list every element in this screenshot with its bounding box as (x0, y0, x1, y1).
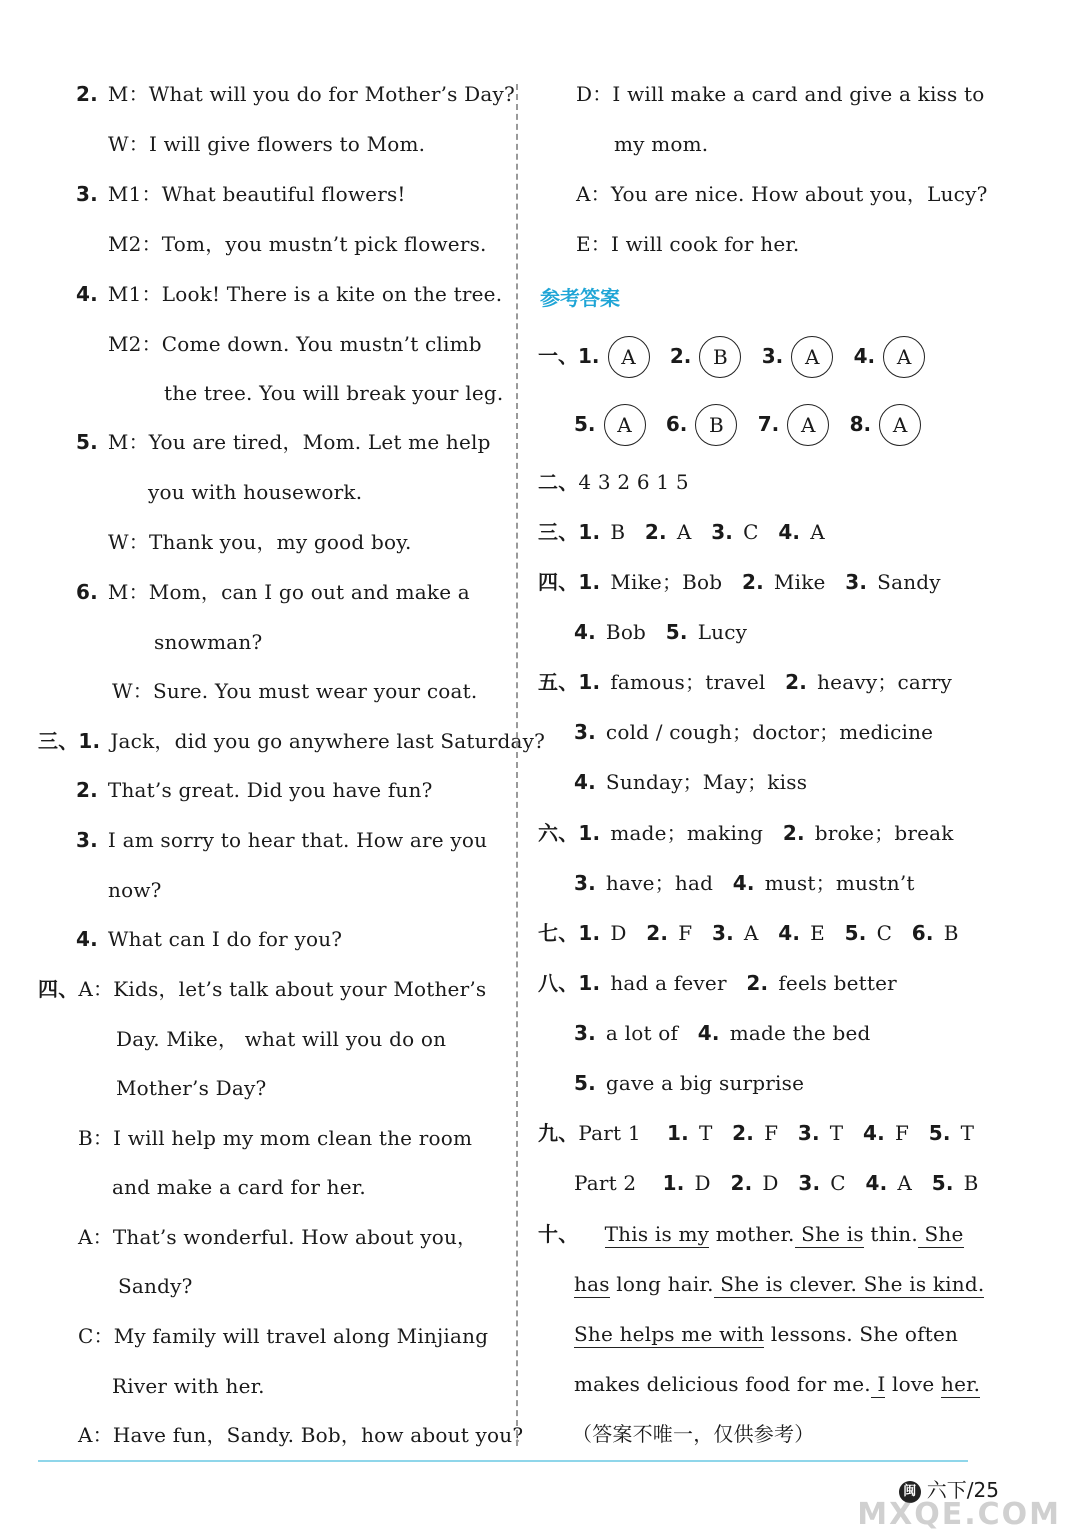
answer: B (943, 921, 959, 945)
item-number: 1. (578, 971, 601, 995)
item-number: 3. (574, 1021, 596, 1045)
dialogue-2-m (76, 80, 515, 108)
line-text: M1：Look! There is a kite on the tree. (107, 282, 503, 306)
section-4-answers-row-1 (538, 568, 941, 596)
answer: a lot of (605, 1021, 679, 1045)
part-label: Part 2 (574, 1171, 637, 1195)
underlined-words: I (870, 1372, 886, 1396)
section-10-writing-2 (574, 1270, 984, 1298)
section-label: 二、 (538, 470, 579, 494)
section-10-writing-3 (574, 1320, 958, 1348)
section-4-e: E：I will cook for her. (576, 232, 800, 256)
item-number: 5. (574, 411, 596, 436)
circled-answer: A (787, 404, 829, 446)
item-number: 3. (845, 570, 868, 594)
item-number: 3. (76, 828, 98, 852)
item-number: 3. (574, 720, 596, 744)
answer: B (963, 1171, 979, 1195)
underlined-words: She is clever. (713, 1272, 858, 1296)
item-number: 1. (578, 670, 601, 694)
item-number: 1. (578, 520, 601, 544)
section-4-b1-cont: and make a card for her. (112, 1175, 366, 1199)
writing-text: makes delicious food for me. (574, 1372, 871, 1396)
section-7-answers (538, 919, 959, 947)
answer: A (743, 921, 759, 945)
writing-text: thin. (863, 1222, 918, 1246)
line-text: Jack，did you go anywhere last Saturday? (110, 729, 546, 753)
answer: F (678, 921, 693, 945)
underlined-words: She (917, 1222, 964, 1246)
line-text: What can I do for you? (107, 927, 343, 951)
item-number: 4. (574, 770, 596, 794)
item-number: 3. (798, 1171, 821, 1195)
item-number: 6. (911, 921, 934, 945)
answer: broke；break (814, 821, 954, 845)
section-8-answers-row-2 (574, 1019, 871, 1047)
section-8-answers-row-3 (574, 1069, 804, 1097)
dialogue-6-m-cont: snowman? (154, 630, 263, 654)
column-divider (516, 84, 518, 1446)
item-number: 3. (711, 520, 734, 544)
answer: T (960, 1121, 975, 1145)
answer: cold / cough；doctor；medicine (605, 720, 934, 744)
section-4-a4: A：You are nice. How about you，Lucy? (576, 182, 988, 206)
item-number: 4. (865, 1171, 888, 1195)
line-text: M：You are tired，Mom. Let me help (107, 430, 491, 454)
item-number: 2. (646, 921, 669, 945)
underlined-words: is kind. (902, 1272, 985, 1296)
line-text: M：What will you do for Mother’s Day? (107, 82, 515, 106)
dialogue-6-w: W：Sure. You must wear your coat. (112, 679, 478, 703)
item-number: 4. (732, 871, 755, 895)
dialogue-3-m2: M2：Tom，you mustn’t pick flowers. (108, 232, 487, 256)
answer: famous；travel (610, 670, 766, 694)
section-3-item-3-cont: now? (108, 878, 162, 902)
item-number: 5. (574, 1071, 596, 1095)
section-label: 四、 (38, 977, 79, 1001)
item-number: 2. (746, 971, 769, 995)
circled-answer: A (883, 336, 925, 378)
line-text: M1：What beautiful flowers! (107, 182, 406, 206)
answer: Mike (773, 570, 826, 594)
item-number: 1. (578, 921, 601, 945)
item-number: 7. (757, 411, 780, 436)
item-number: 1. (667, 1121, 689, 1145)
section-4-b1: B：I will help my mom clean the room (78, 1126, 473, 1150)
section-4-c1-cont: River with her. (112, 1374, 265, 1398)
item-number: 4. (574, 620, 596, 644)
section-4-d: D：I will make a card and give a kiss to (576, 82, 985, 106)
answer: F (894, 1121, 910, 1145)
section-8-answers-row-1 (538, 969, 897, 997)
dialogue-4-m2-cont: the tree. You will break your leg. (164, 381, 504, 405)
answer: Mike；Bob (610, 570, 723, 594)
section-9-part-2 (574, 1169, 979, 1197)
dialogue-6-m (76, 578, 470, 606)
section-label: 三、 (538, 520, 579, 544)
section-1-row-1 (538, 336, 939, 378)
section-label: 一、 (538, 343, 578, 368)
line-text: 4 3 2 6 1 5 (578, 470, 689, 494)
dialogue-5-w: W：Thank you，my good boy. (108, 530, 412, 554)
circled-answer: A (604, 404, 646, 446)
item-number: 4. (863, 1121, 885, 1145)
underlined-words: This is my (604, 1222, 710, 1246)
answer: D (762, 1171, 779, 1195)
item-number: 3. (797, 1121, 820, 1145)
item-number: 6. (76, 580, 98, 604)
answer: F (764, 1121, 779, 1145)
item-number: 1. (662, 1171, 685, 1195)
item-number: 3. (761, 343, 784, 368)
section-4-a2-cont: Sandy? (118, 1274, 193, 1298)
section-4-a1-cont2: Mother’s Day? (116, 1076, 267, 1100)
underlined-words: She (857, 1272, 903, 1296)
item-number: 3. (574, 871, 596, 895)
answer-note: （答案不唯一，仅供参考） (572, 1422, 815, 1446)
item-number: 4. (76, 927, 98, 951)
dialogue-3-m1 (76, 180, 406, 208)
item-number: 2. (730, 1171, 753, 1195)
item-number: 5. (928, 1121, 951, 1145)
section-4-a3: A：Have fun，Sandy. Bob，how about you? (78, 1423, 524, 1447)
underlined-words: her. (940, 1372, 981, 1396)
part-label: Part 1 (578, 1121, 641, 1145)
item-number: 1. (578, 570, 601, 594)
item-number: 4. (76, 282, 98, 306)
circled-answer: A (608, 336, 650, 378)
underlined-words: has (574, 1272, 610, 1296)
answer: A (810, 520, 825, 544)
section-label: 六、 (538, 821, 579, 845)
answer: Bob (605, 620, 647, 644)
writing-text: love (885, 1372, 941, 1396)
dialogue-2-w: W：I will give flowers to Mom. (108, 132, 426, 156)
section-label: 五、 (538, 670, 579, 694)
section-3-item-1 (38, 727, 545, 755)
section-3-item-4 (76, 925, 342, 953)
item-number: 1. (78, 729, 101, 753)
item-number: 3. (711, 921, 734, 945)
item-number: 5. (76, 430, 98, 454)
answer-key-heading: 参考答案 (540, 286, 620, 310)
section-4-a2: A：That’s wonderful. How about you， (78, 1225, 478, 1249)
item-number: 4. (853, 343, 876, 368)
section-4-d-cont: my mom. (614, 132, 709, 156)
answer: Sunday；May；kiss (605, 770, 808, 794)
writing-text: lessons. (764, 1322, 853, 1346)
section-6-answers-row-2 (574, 869, 915, 897)
section-5-answers-row-2 (574, 718, 933, 746)
dialogue-4-m2: M2：Come down. You mustn’t climb (108, 332, 482, 356)
section-4-c1: C：My family will travel along Minjiang (78, 1324, 489, 1348)
answer: A (676, 520, 692, 544)
section-10-writing-1 (538, 1220, 964, 1248)
section-label: 十、 (538, 1222, 579, 1246)
region-badge: 闽 (899, 1481, 921, 1503)
section-5-answers-row-3 (574, 768, 807, 796)
section-6-answers-row-1 (538, 819, 954, 847)
answer: D (694, 1171, 711, 1195)
item-number: 5. (665, 620, 688, 644)
section-label: 三、 (38, 729, 79, 753)
section-label: 九、 (538, 1121, 579, 1145)
writing-text: long hair. (609, 1272, 714, 1296)
section-3-item-2 (76, 776, 433, 804)
circled-answer: B (695, 404, 737, 446)
answer: C (830, 1171, 846, 1195)
line-text: A：Kids，let’s talk about your Mother’s (78, 977, 487, 1001)
section-label: 八、 (538, 971, 579, 995)
section-label: 七、 (538, 921, 579, 945)
answer: made the bed (729, 1021, 871, 1045)
circled-answer: B (699, 336, 741, 378)
section-1-row-2 (574, 404, 935, 446)
item-number: 4. (778, 520, 801, 544)
answer: B (610, 520, 626, 544)
item-number: 2. (782, 821, 805, 845)
item-number: 5. (844, 921, 867, 945)
item-number: 2. (644, 520, 667, 544)
answer: feels better (778, 971, 897, 995)
item-number: 2. (742, 570, 764, 594)
answer: A (897, 1171, 913, 1195)
answer: T (829, 1121, 844, 1145)
section-3-answers (538, 518, 825, 546)
section-4-answers-row-2 (574, 618, 747, 646)
section-4-a1 (38, 975, 486, 1003)
item-number: 1. (578, 343, 600, 368)
section-10-writing-4 (574, 1370, 980, 1398)
answer: had a fever (610, 971, 727, 995)
answer: must；mustn’t (764, 871, 915, 895)
section-4-a1-cont: Day. Mike， what will you do on (116, 1027, 447, 1051)
item-number: 2. (732, 1121, 755, 1145)
answer: heavy；carry (817, 670, 953, 694)
item-number: 2. (76, 82, 98, 106)
answer: E (810, 921, 825, 945)
dialogue-5-m-cont: you with housework. (148, 480, 363, 504)
line-text: That’s great. Did you have fun? (107, 778, 433, 802)
answer: C (876, 921, 893, 945)
item-number: 2. (76, 778, 98, 802)
answer: C (743, 520, 759, 544)
section-label: 四、 (538, 570, 579, 594)
answer: D (610, 921, 627, 945)
section-3-item-3 (76, 826, 487, 854)
item-number: 2. (669, 343, 692, 368)
grade-label: 六下 (926, 1478, 967, 1502)
circled-answer: A (791, 336, 833, 378)
item-number: 6. (665, 411, 688, 436)
underlined-words: She is (794, 1222, 864, 1246)
answer: T (698, 1121, 713, 1145)
section-9-part-1 (538, 1119, 974, 1147)
line-text: I am sorry to hear that. How are you (107, 828, 488, 852)
circled-answer: A (879, 404, 921, 446)
item-number: 3. (76, 182, 98, 206)
footer-separator: / (966, 1478, 974, 1502)
writing-text: mother. (709, 1222, 795, 1246)
line-text: M：Mom，can I go out and make a (107, 580, 470, 604)
section-2-answers (538, 468, 689, 496)
underlined-words: She helps me with (574, 1322, 765, 1346)
watermark: MXQE.COM (857, 1497, 1061, 1532)
section-5-answers-row-1 (538, 668, 952, 696)
item-number: 4. (697, 1021, 720, 1045)
item-number: 1. (578, 821, 601, 845)
answer: Lucy (697, 620, 748, 644)
item-number: 2. (785, 670, 808, 694)
dialogue-4-m1 (76, 280, 502, 308)
footer-rule (38, 1460, 968, 1462)
dialogue-5-m (76, 428, 491, 456)
answer: gave a big surprise (605, 1071, 805, 1095)
answer: Sandy (877, 570, 941, 594)
item-number: 8. (849, 411, 872, 436)
answer: made；making (610, 821, 764, 845)
item-number: 5. (931, 1171, 954, 1195)
answer: have；had (605, 871, 714, 895)
page-number: 25 (973, 1478, 999, 1502)
item-number: 4. (778, 921, 801, 945)
writing-text: She often (852, 1322, 959, 1346)
